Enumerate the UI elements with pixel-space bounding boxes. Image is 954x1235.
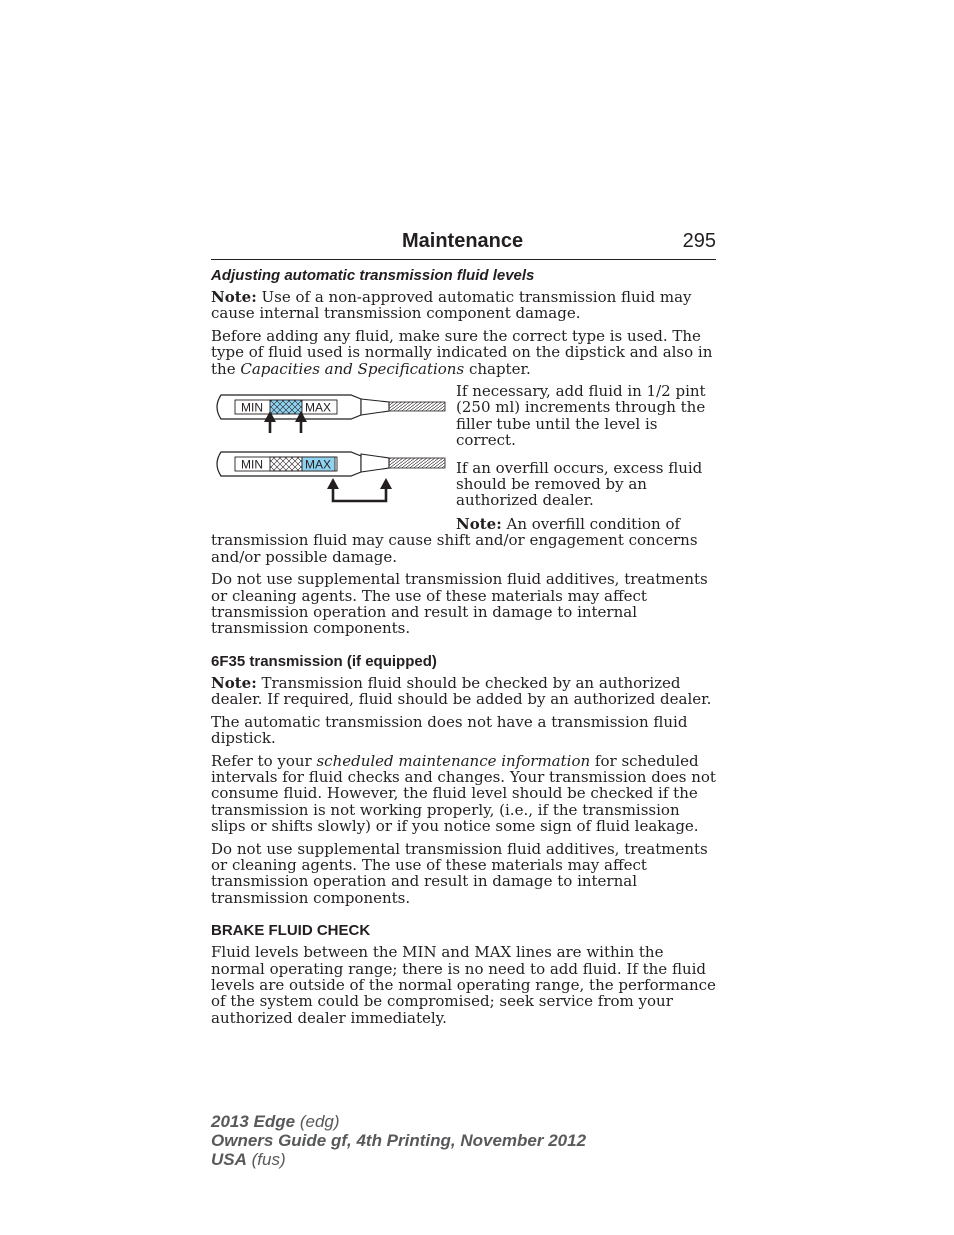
page-number: 295 [682, 230, 716, 252]
section-title: Maintenance [402, 230, 524, 252]
max-label-bottom: MAX [304, 457, 332, 472]
sixf35-para1: The automatic transmission does not have a transmission fluid dipstick. [211, 712, 688, 748]
footer-region-line: USA (fus) [211, 1150, 286, 1169]
footer-guide-line: Owners Guide gf, 4th Printing, November 2012 [211, 1131, 587, 1150]
page-header [211, 229, 716, 260]
fig-text-overfill: If an overfill occurs, excess fluid should be removed by an authorized dealer. [456, 458, 703, 510]
dipstick-illustration [211, 383, 451, 515]
bracket-arrow-icon [327, 478, 392, 501]
figure-caption-column [456, 383, 716, 520]
dipstick-bottom [217, 452, 445, 501]
min-label-top: MIN [241, 400, 263, 415]
sixf35-para3: Do not use supplemental transmission fluid additives, treatments or cleaning agents. The use of these materials may affect transmission operation and result in damage to internal transmission components. [211, 839, 708, 907]
adjusting-para1: Before adding any fluid, make sure the correct type is used. The type of fluid used is normally indicated on the dipstick and also in the Capacities and Specifications chapter. [211, 326, 713, 378]
sixf35-note: Note: Transmission fluid should be checked by an authorized dealer. If required, fluid should be added by an authorized dealer. [211, 673, 712, 709]
adjusting-heading: Adjusting automatic transmission fluid levels [211, 267, 535, 284]
brake-heading: BRAKE FLUID CHECK [211, 922, 371, 940]
adjusting-para2: Do not use supplemental transmission fluid additives, treatments or cleaning agents. The use of these materials may affect transmission operation and result in damage to internal transmission components. [211, 570, 708, 638]
dipstick-figure-row [211, 383, 716, 515]
page-content [211, 267, 716, 1032]
brake-para1: Fluid levels between the MIN and MAX lines are within the normal operating range; there is no need to add fluid. If the fluid levels are outside of the normal operating range, the performance of the system could be compromised; seek service from your authorized dealer immediately. [211, 943, 716, 1027]
sixf35-para2: Refer to your scheduled maintenance information for scheduled intervals for fluid checks and changes. Your transmission does not consume fluid. However, the fluid level should be checked if the transmission is not working properly, (i.e., if the transmission slips or shifts slowly) or if you notice some sign of fluid leakage. [211, 751, 716, 836]
crosshatch-zone-bottom [270, 457, 302, 471]
footer-model-line: 2013 Edge (edg) [211, 1112, 340, 1131]
dipstick-top [217, 395, 445, 433]
sixf35-heading: 6F35 transmission (if equipped) [211, 652, 437, 670]
max-label-top: MAX [304, 400, 332, 415]
fig-text-add-fluid: If necessary, add fluid in 1/2 pint (250 ml) increments through the filler tube until the level is correct. [456, 382, 706, 450]
min-label-bottom: MIN [241, 457, 263, 472]
overfill-note: Note: An overfill condition of transmission fluid may cause shift and/or engagement concerns and/or possible damage. [211, 515, 698, 566]
adjusting-note: Note: Use of a non-approved automatic transmission fluid may cause internal transmission component damage. [211, 288, 692, 323]
crosshatch-zone-top [270, 400, 302, 414]
page-footer [211, 1112, 586, 1169]
